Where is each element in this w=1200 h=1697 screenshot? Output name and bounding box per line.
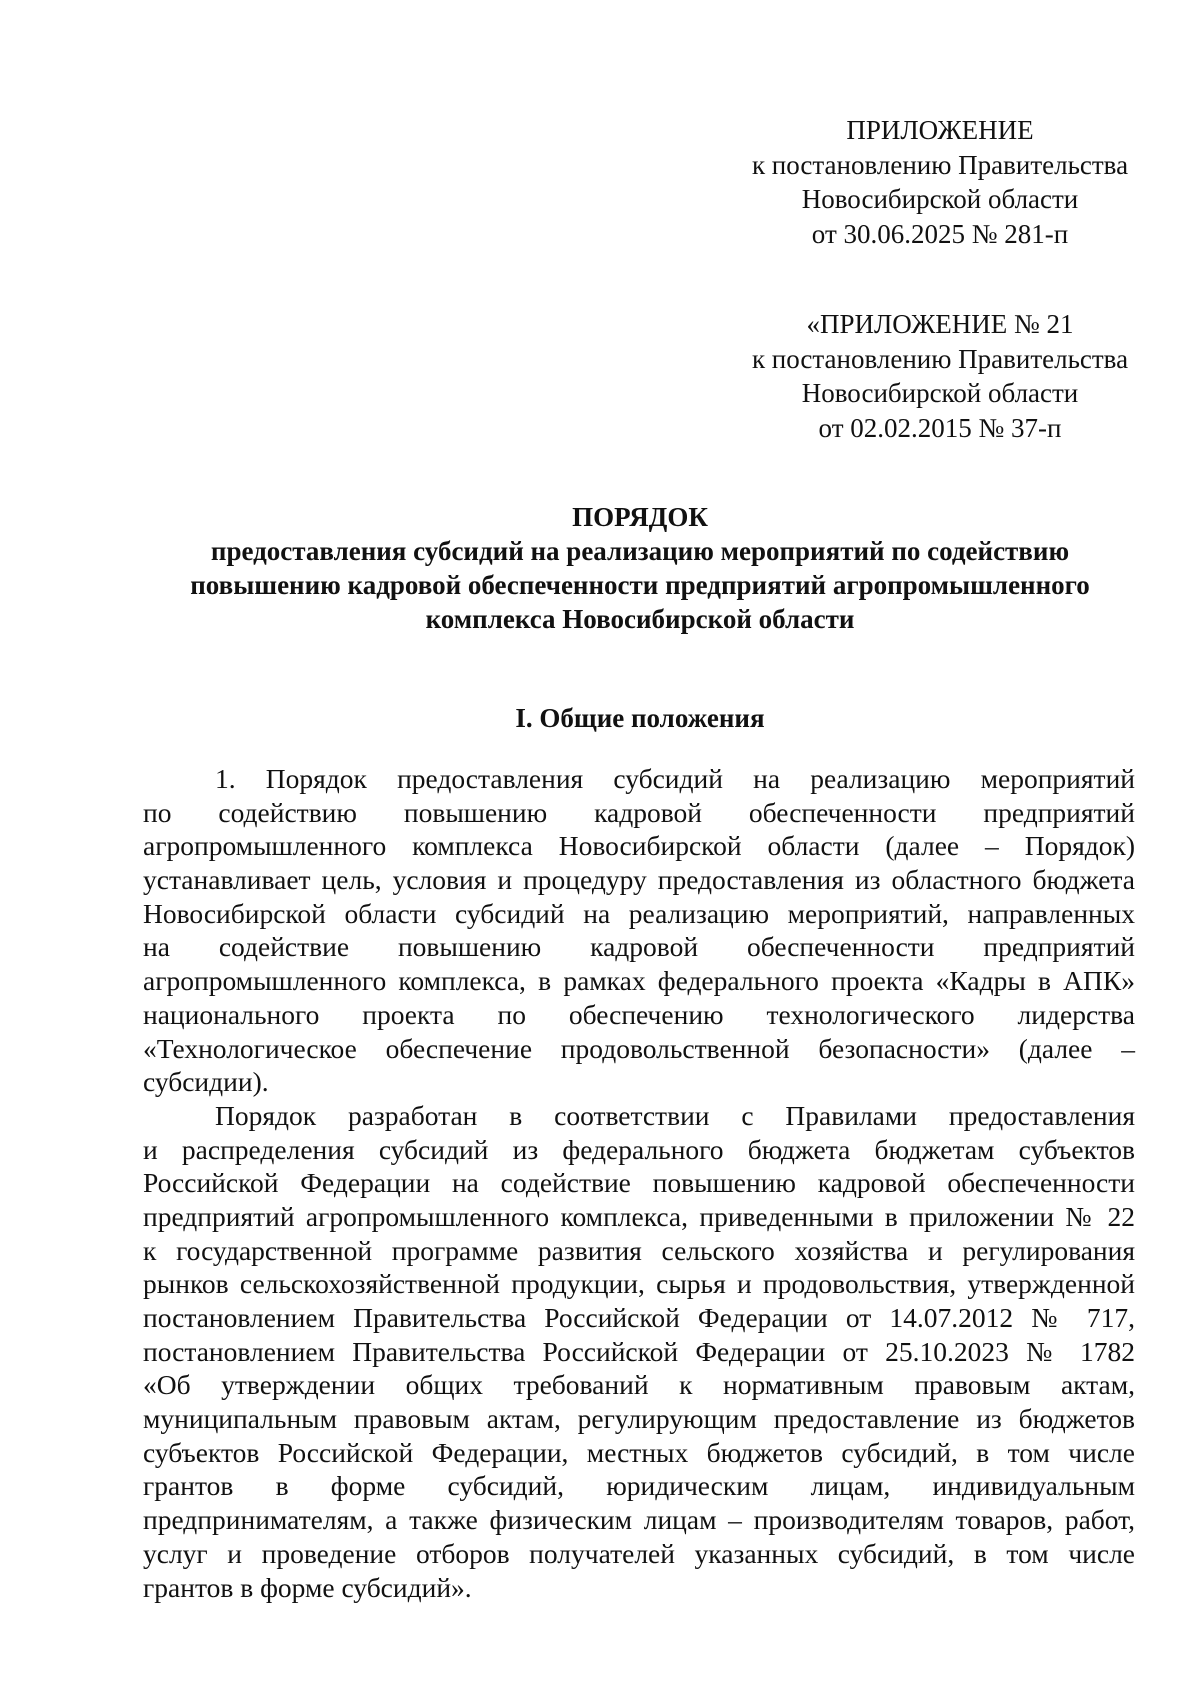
appendix-block-amended (740, 307, 1140, 445)
paragraph-line: агропромышленного комплекса, в рамках федерального проекта «Кадры в АПК» (143, 965, 1135, 997)
appendix-date-number: от 02.02.2015 № 37-п (818, 412, 1062, 443)
title-line: повышению кадровой обеспеченности предприятий агропромышленного (190, 570, 1090, 600)
paragraph-line: 1. Порядок предоставления субсидий на реализацию мероприятий (215, 763, 1135, 794)
paragraph-line: на содействие повышению кадровой обеспеченности предприятий (143, 931, 1135, 963)
title-heading: ПОРЯДОК (572, 502, 708, 532)
document-title (140, 500, 1140, 636)
appendix-line: Новосибирской области (801, 378, 1079, 408)
title-line: предоставления субсидий на реализацию мероприятий по содействию (210, 536, 1070, 566)
paragraph-line: национального проекта по обеспечению технологического лидерства (143, 998, 1135, 1030)
paragraph-line: устанавливает цель, условия и процедуру предоставления из областного бюджета (143, 864, 1135, 896)
paragraph-line: грантов в форме субсидий». (143, 1571, 472, 1603)
appendix-line: к постановлению Правительства (751, 149, 1129, 180)
paragraph-line: Порядок разработан в соответствии с Правилами предоставления (215, 1099, 1135, 1131)
title-line: комплекса Новосибирской области (425, 604, 855, 634)
body-text (143, 762, 1135, 1604)
paragraph-line: субсидии). (143, 1066, 269, 1098)
paragraph-line: агропромышленного комплекса Новосибирской области (далее – Порядок) (143, 830, 1135, 862)
paragraph-line: предприятий агропромышленного комплекса, приведенными в приложении № 22 (143, 1200, 1135, 1232)
paragraph-line: «Об утверждении общих требований к нормативным правовым актам, (143, 1369, 1135, 1401)
paragraph-2 (143, 1099, 1135, 1604)
appendix-heading: «ПРИЛОЖЕНИЕ № 21 (806, 309, 1074, 339)
paragraph-line: Новосибирской области субсидий на реализацию мероприятий, направленных (143, 897, 1135, 929)
paragraph-line: рынков сельскохозяйственной продукции, сырья и продовольствия, утвержденной (143, 1268, 1135, 1300)
paragraph-line: субъектов Российской Федерации, местных бюджетов субсидий, в том числе (143, 1436, 1135, 1468)
paragraph-line: и распределения субсидий из федерального бюджета бюджетам субъектов (143, 1133, 1135, 1165)
appendix-heading: ПРИЛОЖЕНИЕ (846, 115, 1034, 145)
paragraph-line: грантов в форме субсидий, юридическим лицам, индивидуальным (143, 1470, 1135, 1502)
appendix-line: к постановлению Правительства (751, 343, 1129, 374)
paragraph-line: к государственной программе развития сельского хозяйства и регулирования (143, 1234, 1135, 1266)
section-heading: I. Общие положения (515, 703, 765, 733)
paragraph-1 (143, 762, 1135, 1099)
paragraph-line: муниципальным правовым актам, регулирующим предоставление из бюджетов (143, 1403, 1135, 1435)
appendix-date-number: от 30.06.2025 № 281-п (811, 218, 1069, 249)
paragraph-line: по содействию повышению кадровой обеспеченности предприятий (143, 796, 1135, 828)
appendix-block-current (740, 113, 1140, 251)
paragraph-line: «Технологическое обеспечение продовольственной безопасности» (далее – (143, 1032, 1135, 1064)
paragraph-line: постановлением Правительства Российской Федерации от 25.10.2023 № 1782 (143, 1335, 1135, 1367)
paragraph-line: услуг и проведение отборов получателей указанных субсидий, в том числе (143, 1537, 1135, 1569)
appendix-line: Новосибирской области (801, 184, 1079, 214)
paragraph-line: Российской Федерации на содействие повышению кадровой обеспеченности (143, 1167, 1135, 1199)
paragraph-line: постановлением Правительства Российской Федерации от 14.07.2012 № 717, (143, 1302, 1135, 1333)
paragraph-line: предпринимателям, а также физическим лицам – производителям товаров, работ, (143, 1504, 1135, 1536)
